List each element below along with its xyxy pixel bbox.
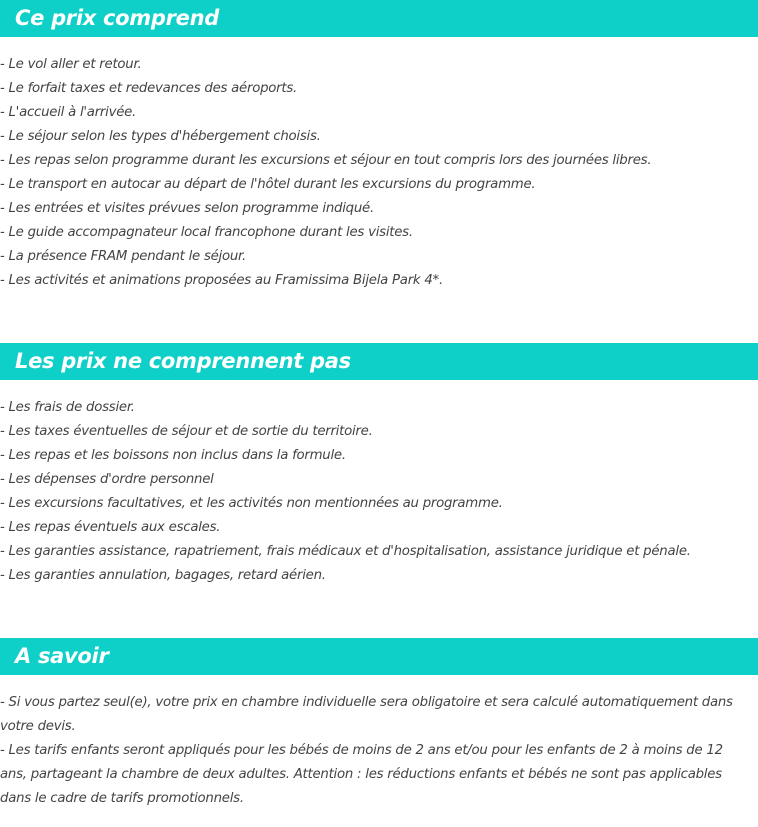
included-title: Ce prix comprend xyxy=(15,6,219,30)
included-item: - Le séjour selon les types d'hébergement choisis. xyxy=(0,129,321,144)
not-included-item: - Les dépenses d'ordre personnel xyxy=(0,472,214,487)
included-item: - La présence FRAM pendant le séjour. xyxy=(0,249,247,264)
included-item: - Les entrées et visites prévues selon programme indiqué. xyxy=(0,201,374,216)
not-included-banner xyxy=(0,343,758,380)
good-to-know-body xyxy=(0,691,752,811)
included-banner xyxy=(0,0,758,37)
good-to-know-paragraph: - Les tarifs enfants seront appliqués pour les bébés de moins de 2 ans et/ou pour les enfants de 2 à moins de 12 ans, partageant la chambre de deux adultes. Attention : les réductions enfants et bébés ne sont pas applicables dans le cadre de tarifs promotionnels. xyxy=(0,743,723,806)
not-included-title: Les prix ne comprennent pas xyxy=(15,349,351,373)
included-item: - Les activités et animations proposées au Framissima Bijela Park 4*. xyxy=(0,273,443,288)
included-item: - L'accueil à l'arrivée. xyxy=(0,105,137,120)
not-included-section xyxy=(0,343,758,583)
included-list xyxy=(0,53,651,293)
not-included-list xyxy=(0,396,691,588)
not-included-item: - Les frais de dossier. xyxy=(0,400,135,415)
good-to-know-title: A savoir xyxy=(15,644,109,668)
included-section xyxy=(0,0,758,288)
good-to-know-section xyxy=(0,638,758,806)
not-included-item: - Les excursions facultatives, et les activités non mentionnées au programme. xyxy=(0,496,503,511)
included-item: - Le guide accompagnateur local francophone durant les visites. xyxy=(0,225,413,240)
not-included-item: - Les taxes éventuelles de séjour et de sortie du territoire. xyxy=(0,424,373,439)
not-included-item: - Les garanties assistance, rapatriement, frais médicaux et d'hospitalisation, assistance juridique et pénale. xyxy=(0,544,691,559)
good-to-know-paragraph: - Si vous partez seul(e), votre prix en chambre individuelle sera obligatoire et sera calculé automatiquement dans votre devis. xyxy=(0,695,733,734)
included-item: - Le vol aller et retour. xyxy=(0,57,142,72)
good-to-know-banner xyxy=(0,638,758,675)
included-item: - Le forfait taxes et redevances des aéroports. xyxy=(0,81,297,96)
not-included-item: - Les garanties annulation, bagages, retard aérien. xyxy=(0,568,326,583)
included-item: - Les repas selon programme durant les excursions et séjour en tout compris lors des journées libres. xyxy=(0,153,652,168)
not-included-item: - Les repas et les boissons non inclus dans la formule. xyxy=(0,448,346,463)
included-item: - Le transport en autocar au départ de l'hôtel durant les excursions du programme. xyxy=(0,177,536,192)
not-included-item: - Les repas éventuels aux escales. xyxy=(0,520,221,535)
